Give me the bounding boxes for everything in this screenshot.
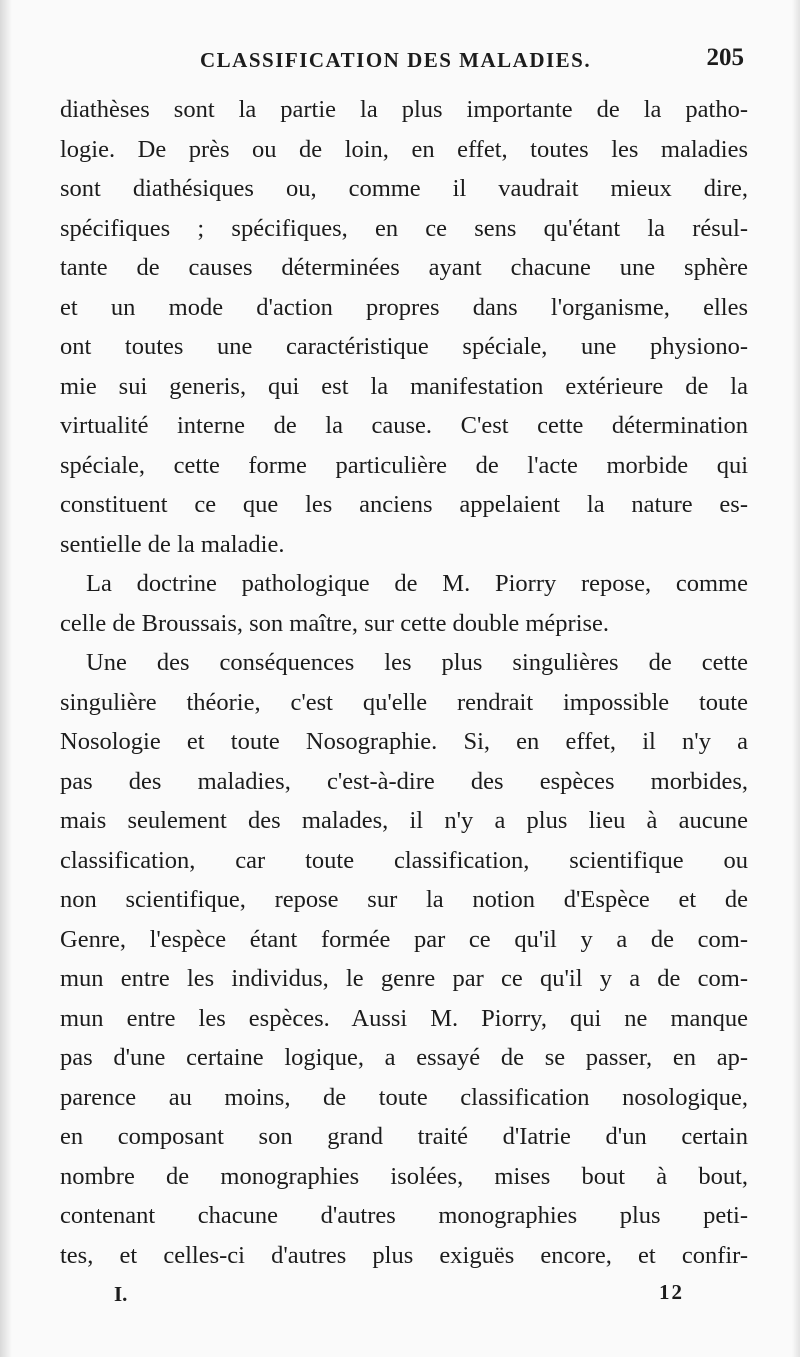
text-line: mun entre les espèces. Aussi M. Piorry, qui ne manque: [60, 1004, 748, 1032]
text-line: Nosologie et toute Nosographie. Si, en effet, il n'y a: [60, 728, 748, 755]
text-line: contenant chacune d'autres monographies plus peti-: [60, 1202, 748, 1229]
sheet-number: 12: [659, 1280, 684, 1304]
text-line: singulière théorie, c'est qu'elle rendrait impossible toute: [60, 688, 748, 716]
text-line: ont toutes une caractéristique spéciale, une physiono-: [60, 333, 748, 360]
text-line: en composant son grand traité d'Iatrie d'un certain: [60, 1123, 748, 1150]
text-line: tes, et celles-ci d'autres plus exiguës encore, et confir-: [60, 1241, 748, 1269]
text-line: constituent ce que les anciens appelaient la nature es-: [60, 491, 748, 518]
page-footer: [60, 1278, 750, 1308]
body-text: [60, 90, 748, 1275]
text-line: mie sui generis, qui est la manifestation extérieure de la: [60, 372, 748, 400]
text-line: mais seulement des malades, il n'y a plus lieu à aucune: [60, 807, 748, 834]
text-line: mun entre les individus, le genre par ce qu'il y a de com-: [60, 965, 748, 992]
page-edge-shadow-left: [0, 0, 12, 1357]
text-line: Une des conséquences les plus singulières de cette: [86, 649, 748, 676]
running-title: CLASSIFICATION DES MALADIES.: [200, 48, 592, 72]
text-line: classification, car toute classification, scientifique ou: [60, 846, 748, 874]
text-line: sont diathésiques ou, comme il vaudrait mieux dire,: [60, 175, 748, 202]
text-line: Genre, l'espèce étant formée par ce qu'il y a de com-: [60, 925, 748, 953]
text-line: tante de causes déterminées ayant chacune une sphère: [60, 254, 748, 281]
text-line: spécifiques ; spécifiques, en ce sens qu'étant la résul-: [60, 214, 748, 242]
text-line: La doctrine pathologique de M. Piorry repose, comme: [86, 570, 748, 597]
text-line: virtualité interne de la cause. C'est cette détermination: [60, 412, 748, 439]
signature-mark: I.: [114, 1282, 128, 1306]
text-line: spéciale, cette forme particulière de l'acte morbide qui: [60, 451, 748, 479]
text-line: non scientifique, repose sur la notion d'Espèce et de: [60, 886, 748, 913]
running-head: [60, 44, 750, 84]
text-line: parence au moins, de toute classification nosologique,: [60, 1083, 748, 1111]
text-line: diathèses sont la partie la plus importante de la patho-: [60, 96, 748, 123]
text-line: celle de Broussais, son maître, sur cette double méprise.: [60, 609, 610, 637]
page-edge-shadow-right: [792, 0, 800, 1357]
text-line: pas d'une certaine logique, a essayé de se passer, en ap-: [60, 1044, 748, 1071]
text-line: et un mode d'action propres dans l'organisme, elles: [60, 293, 748, 321]
text-line: logie. De près ou de loin, en effet, toutes les maladies: [60, 135, 748, 163]
text-line: nombre de monographies isolées, mises bout à bout,: [60, 1162, 748, 1190]
text-line: pas des maladies, c'est-à-dire des espèces morbides,: [60, 767, 748, 795]
page-number: 205: [706, 44, 744, 71]
text-line: sentielle de la maladie.: [60, 530, 285, 558]
